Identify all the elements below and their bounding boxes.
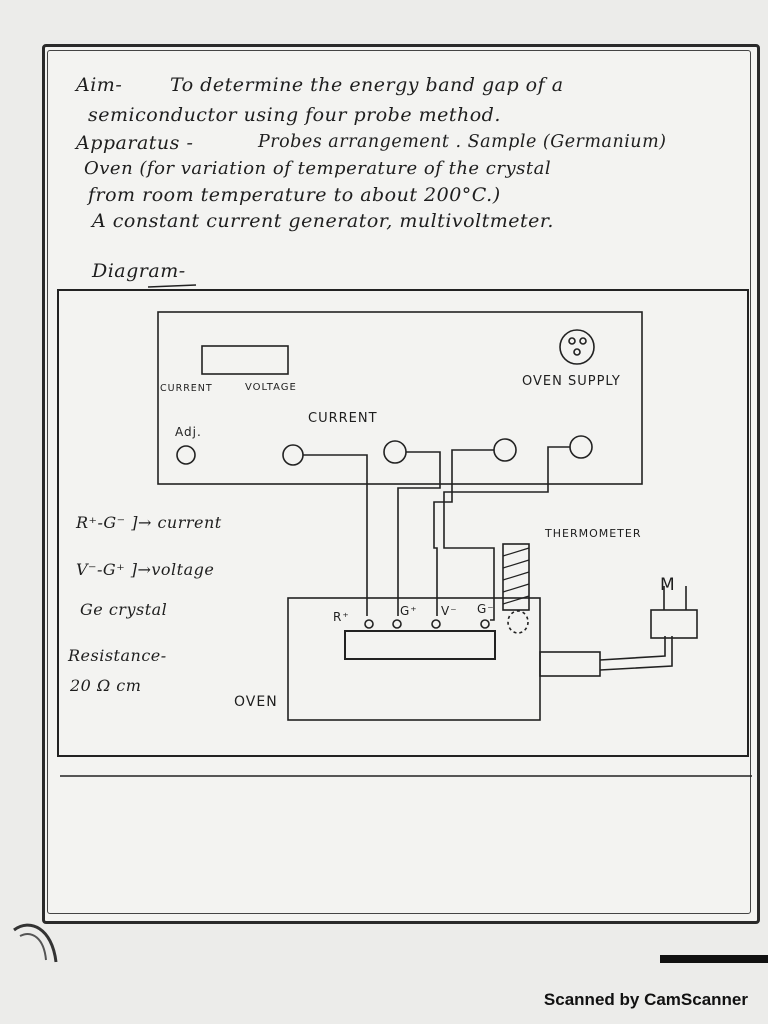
note-ge-crystal: Ge crystal <box>80 600 168 619</box>
display-window <box>202 346 288 374</box>
note-resistance-value: 20 Ω cm <box>70 676 142 695</box>
heater-connector <box>540 652 600 676</box>
aim-label: Aim- <box>76 74 123 96</box>
adj-label: Adj. <box>175 425 202 439</box>
apparatus-line-3: from room temperature to about 200°C.) <box>88 184 501 206</box>
oven-supply-socket <box>560 330 594 364</box>
probe-g-plus-label: G⁺ <box>400 604 418 618</box>
thermometer-label: THERMOMETER <box>545 527 642 540</box>
wire-r <box>303 455 367 616</box>
apparatus-label: Apparatus - <box>76 132 194 154</box>
terminals-current-label: CURRENT <box>308 411 378 426</box>
diagram-heading: Diagram- <box>92 260 186 282</box>
thermometer-bulb <box>508 611 528 633</box>
apparatus-line-2: Oven (for variation of temperature of the crystal <box>84 158 552 179</box>
m-label: M <box>660 575 676 595</box>
ge-crystal <box>345 631 495 659</box>
note-voltage: V⁻-G⁺ ]→voltage <box>76 560 215 579</box>
scan-edge <box>660 955 768 963</box>
heading-underline <box>148 285 196 287</box>
aim-text-line-2: semiconductor using four probe method. <box>88 104 501 126</box>
note-resistance: Resistance- <box>68 646 167 665</box>
probe-g-minus-label: G⁻ <box>477 602 495 616</box>
probe-v-label: V⁻ <box>441 604 458 618</box>
oven-label: OVEN <box>234 694 278 710</box>
scanned-by-footer: Scanned by CamScanner <box>543 990 748 1009</box>
heater-wire-1 <box>600 636 665 660</box>
note-current: R⁺-G⁻ ]→ current <box>76 513 222 532</box>
terminal-4 <box>570 436 592 458</box>
probe-r-label: R⁺ <box>333 610 350 624</box>
aim-text-line-1: To determine the energy band gap of a <box>170 74 564 96</box>
terminal-2 <box>384 441 406 463</box>
wire-v <box>434 450 494 616</box>
heater-wire-2 <box>600 636 672 670</box>
apparatus-line-1: Probes arrangement . Sample (Germanium) <box>258 132 667 152</box>
panel-current-label: CURRENT <box>160 383 213 394</box>
apparatus-line-4: A constant current generator, multivoltmeter. <box>92 210 554 232</box>
panel-voltage-label: VOLTAGE <box>245 382 297 393</box>
m-box <box>651 610 697 638</box>
terminal-1 <box>283 445 303 465</box>
terminal-3 <box>494 439 516 461</box>
instrument-panel <box>158 312 642 484</box>
adj-knob <box>177 446 195 464</box>
oven-supply-label: OVEN SUPPLY <box>522 374 621 389</box>
